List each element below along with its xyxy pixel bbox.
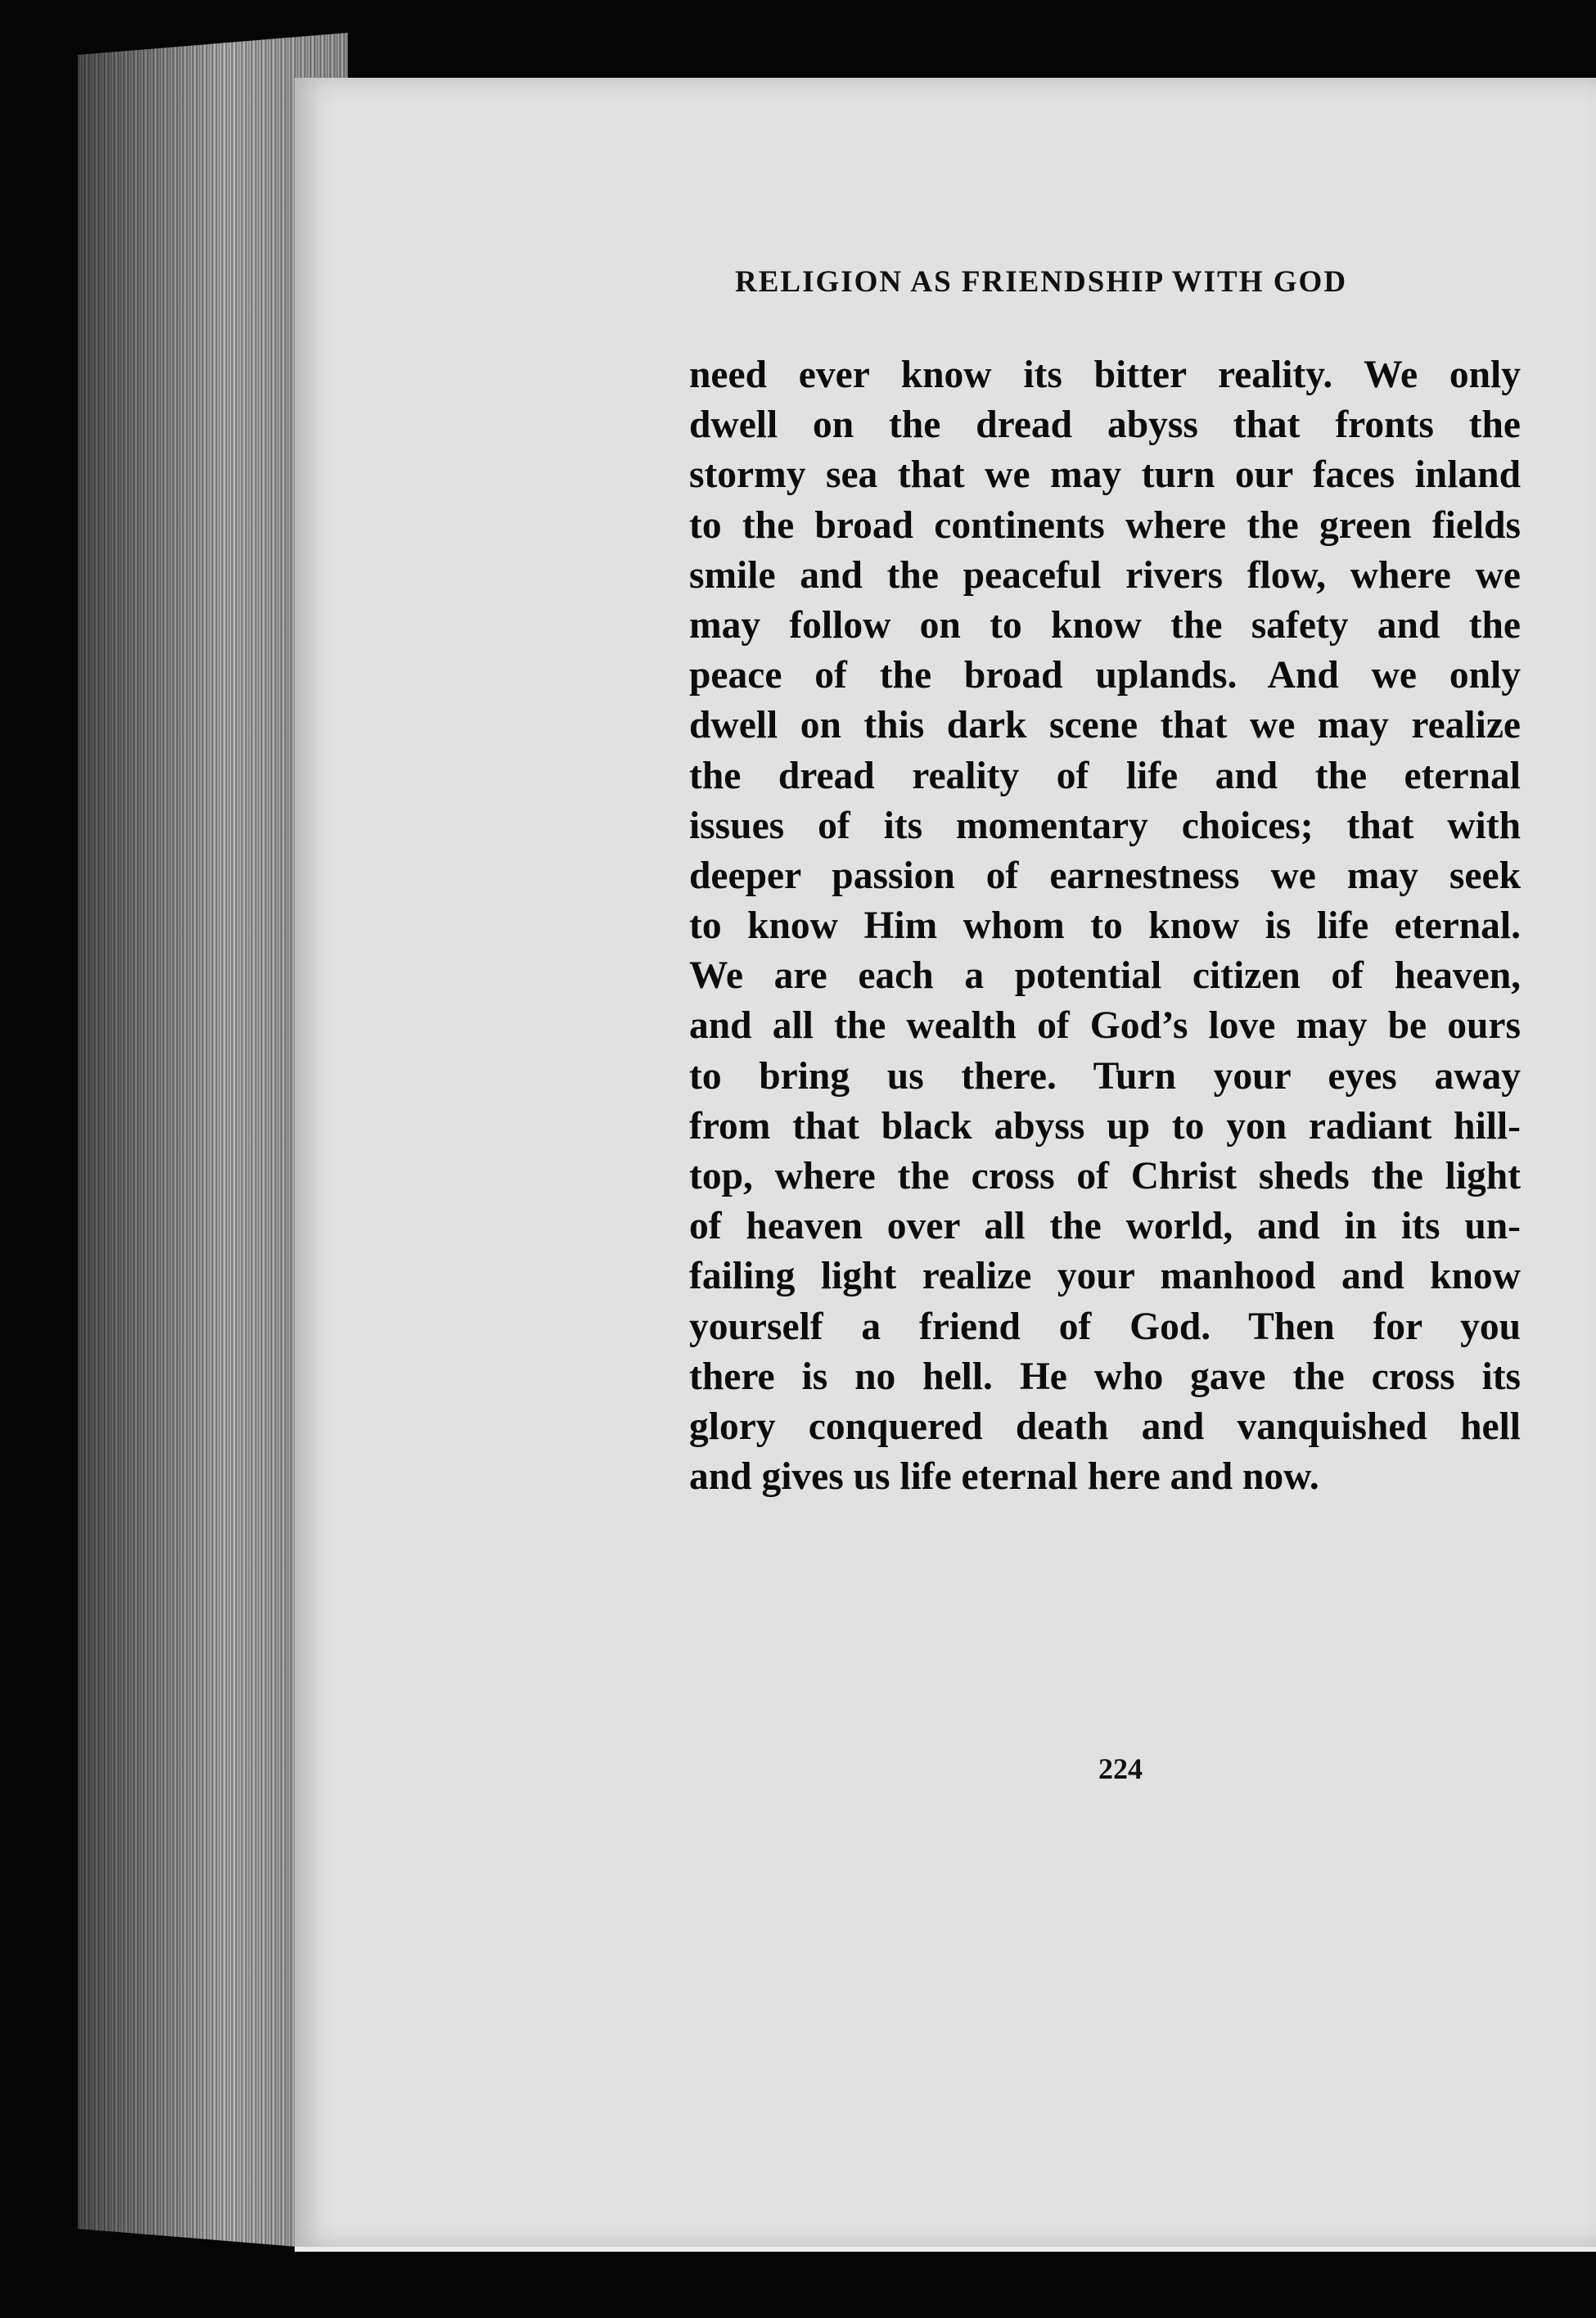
text-line: to the broad continents where the green fields	[689, 503, 1521, 547]
text-line: need ever know its bitter reality. We only	[689, 354, 1521, 396]
text-line: deeper passion of earnestness we may seek	[689, 854, 1521, 897]
text-line: peace of the broad uplands. And we only	[689, 654, 1521, 697]
text-line: of heaven over all the world, and in its un-	[689, 1205, 1521, 1248]
text-line: to bring us there. Turn your eyes away	[689, 1054, 1521, 1098]
page-number: 224	[1098, 1752, 1143, 1785]
text-line: glory conquered death and vanquished hell	[689, 1405, 1521, 1448]
text-line: dwell on the dread abyss that fronts the	[689, 404, 1521, 447]
text-line: and all the wealth of God’s love may be ours	[689, 1004, 1521, 1048]
text-line: the dread reality of life and the eternal	[689, 754, 1521, 797]
text-line: yourself a friend of God. Then for you	[689, 1305, 1521, 1348]
text-line: there is no hell. He who gave the cross its	[689, 1355, 1521, 1398]
text-line: issues of its momentary choices; that with	[689, 804, 1521, 847]
body-text	[689, 350, 1521, 1502]
text-line: and gives us life eternal here and now.	[689, 1455, 1319, 1499]
text-line: may follow on to know the safety and the	[689, 603, 1521, 647]
text-line: stormy sea that we may turn our faces inland	[689, 453, 1521, 497]
text-line: to know Him whom to know is life eternal.	[689, 904, 1521, 948]
running-head: RELIGION AS FRIENDSHIP WITH GOD	[735, 265, 1348, 299]
text-line: failing light realize your manhood and know	[689, 1255, 1521, 1298]
text-line: from that black abyss up to yon radiant hill-	[689, 1104, 1521, 1148]
page-bottom-edge	[295, 2247, 1596, 2252]
text-line: dwell on this dark scene that we may realize	[689, 704, 1521, 747]
text-line: We are each a potential citizen of heaven,	[689, 954, 1521, 998]
text-line: smile and the peaceful rivers flow, where we	[689, 553, 1521, 597]
text-line: top, where the cross of Christ sheds the light	[689, 1155, 1521, 1197]
